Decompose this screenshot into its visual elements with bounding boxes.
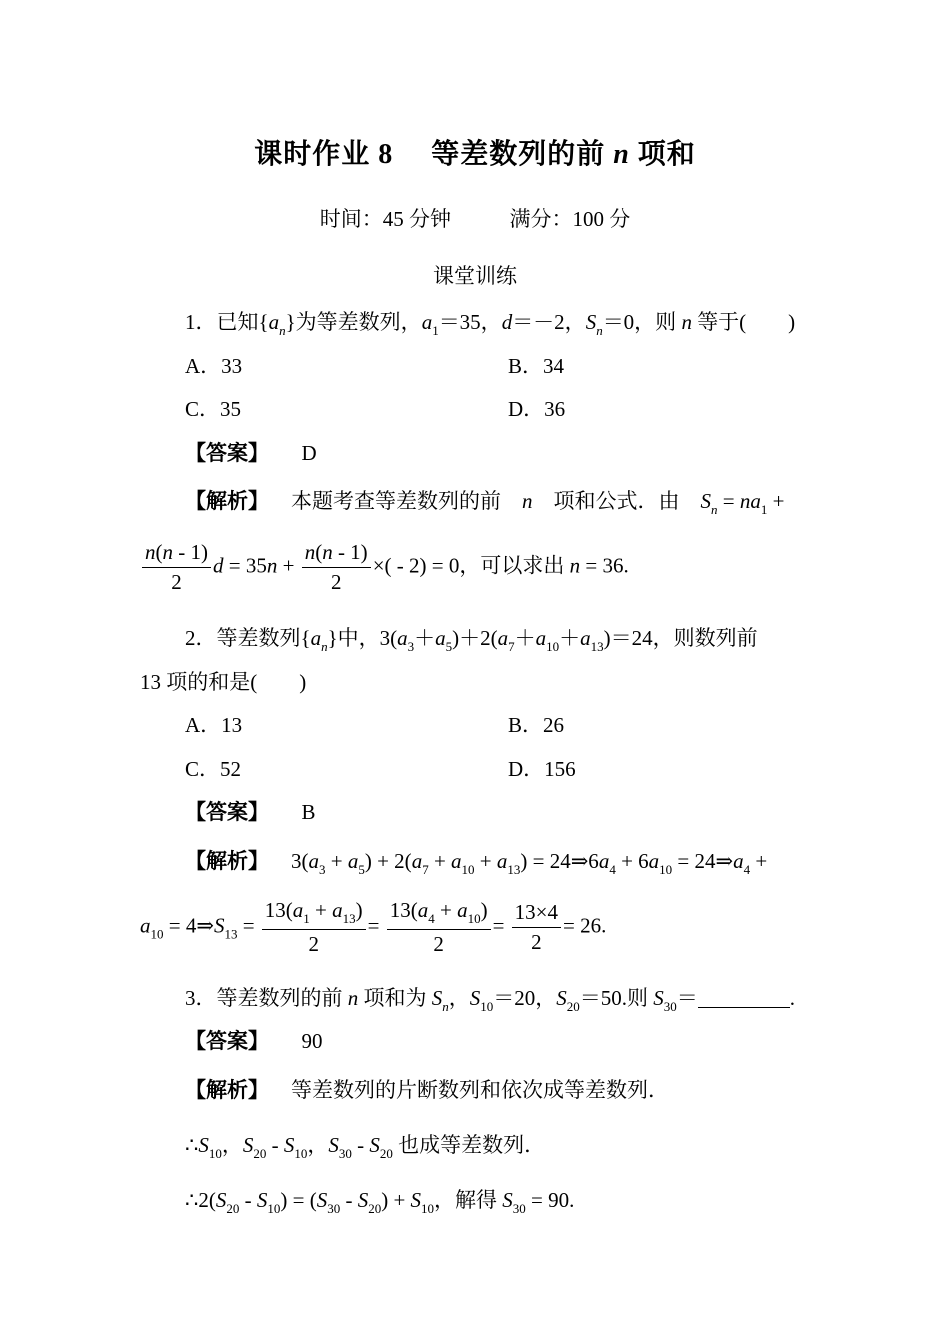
- section-heading: 课堂训练: [433, 264, 517, 288]
- analysis-tag: 【解析】: [185, 1078, 269, 1102]
- exam-meta: [0, 203, 950, 233]
- answer-value: 90: [301, 1029, 323, 1053]
- q3-answer: [185, 1025, 323, 1055]
- q2-option-a: A．13: [185, 713, 243, 737]
- q3-analysis-line3: $\therefore 2(S_{20} - S_{10}) = (S_{30} - S_{20}) + S_{10}$，解得 $S_{30} = 90$.: [185, 1188, 575, 1216]
- q2-option-d: D．156: [508, 757, 576, 781]
- question-3-stem: 3．等差数列的前 n 项和为 $S_n$，$S_{10}=20$，$S_{20}=50$.则 $S_{30}=$ .: [185, 986, 795, 1014]
- q2-option-c: C．52: [185, 757, 242, 781]
- title-suffix: 项和: [637, 139, 696, 170]
- title-prefix: 课时作业: [254, 139, 371, 170]
- question-2-stem-line1: 2．等差数列$\{a_n\}$中，$3(a_3+a_5)+2(a_7+a_{10}+a_{13})=24$，则数列前: [185, 626, 758, 654]
- q3-analysis-line2: $\therefore S_{10}$，$S_{20} - S_{10}$，$S_{30} - S_{20}$ 也成等差数列．: [185, 1133, 546, 1161]
- question-2-stem-line2: 13 项的和是( ): [140, 670, 307, 694]
- q3-analysis-line1: [185, 1074, 669, 1104]
- q1-option-a: A．33: [185, 354, 243, 378]
- title-variable: n: [613, 139, 630, 170]
- q2-answer: [185, 796, 316, 826]
- q2-analysis-line1: 【解析】 $3(a_3 + a_5) + 2(a_7 + a_{10} + a_{13})$ = $24\Rightarrow 6a_4 + 6a_{10}$ = $24\Rightarrow a_4$ +: [185, 849, 768, 877]
- analysis-text: 等差数列的片断数列和依次成等差数列．: [291, 1078, 669, 1102]
- title-main: 等差数列的前: [431, 139, 606, 170]
- title-number: 8: [378, 139, 394, 170]
- question-1-stem: 1．已知$\{a_n\}$为等差数列，$a_1=35$，d＝－2，$S_n=0$，则 n 等于( ): [185, 310, 796, 338]
- fill-in-blank: [698, 987, 790, 1008]
- q1-analysis-line2: $\frac{n(n - 1)}{2}$ d = 35n + $\frac{n(n - 1)}{2}$ ×( - 2) = 0，可以求出 n = 36.: [140, 540, 629, 595]
- q1-answer: [185, 437, 317, 467]
- answer-value: B: [301, 800, 316, 824]
- answer-tag: 【答案】: [185, 800, 269, 824]
- q1-analysis-line1: 【解析】 本题考查等差数列的前 n 项和公式．由 $S_n = na_1$ +: [185, 489, 785, 517]
- time-limit: 时间：45 分钟: [319, 207, 451, 231]
- q2-option-b: B．26: [508, 713, 565, 737]
- full-score: 满分：100 分: [509, 207, 631, 231]
- page-title: [0, 132, 950, 172]
- q1-option-c: C．35: [185, 397, 242, 421]
- answer-tag: 【答案】: [185, 1029, 269, 1053]
- q1-option-b: B．34: [508, 354, 565, 378]
- answer-tag: 【答案】: [185, 441, 269, 465]
- q2-analysis-line2: $a_{10}$ = $4\Rightarrow S_{13}$ = $\frac{13(a_1 + a_{13})}{2}$ = $\frac{13(a_4 + a_{10})}{2}$ = $\frac{13\times 4}{2}$ = 26.: [140, 898, 607, 956]
- answer-value: D: [301, 441, 317, 465]
- q1-option-d: D．36: [508, 397, 566, 421]
